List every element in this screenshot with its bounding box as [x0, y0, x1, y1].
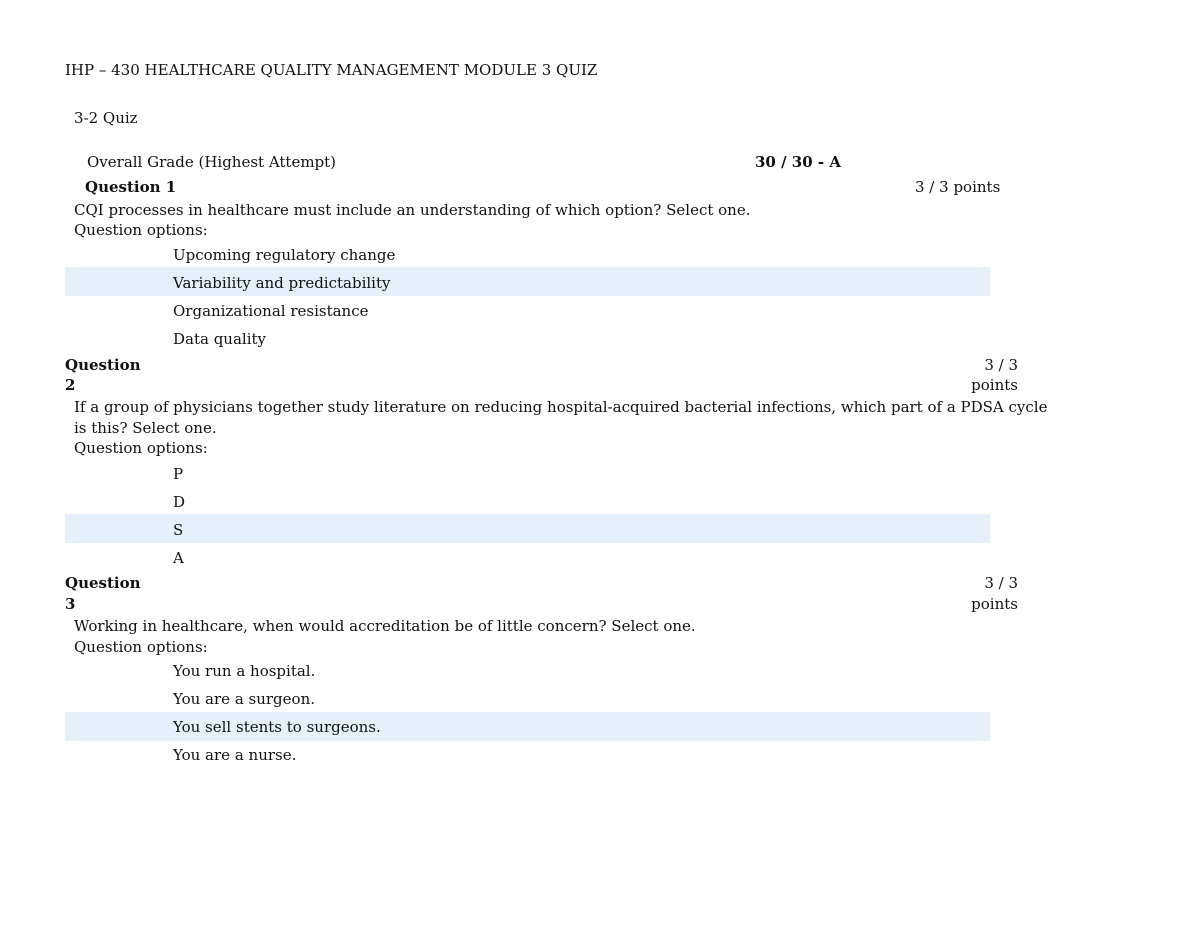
question-2-option-selected: S [173, 521, 184, 539]
question-1-option: Data quality [173, 330, 267, 348]
question-3-score-unit: points [971, 595, 1018, 613]
question-2-score-unit: points [971, 376, 1018, 394]
quiz-name: 3-2 Quiz [74, 109, 138, 127]
document-title: IHP – 430 HEALTHCARE QUALITY MANAGEMENT MODULE 3 QUIZ [65, 61, 598, 79]
question-2-label-number: 2 [65, 376, 76, 394]
question-2-text-line2: is this? Select one. [74, 419, 217, 437]
overall-grade-value: 30 / 30 - A [755, 153, 841, 171]
question-2-options-label: Question options: [74, 439, 208, 457]
question-1-options-label: Question options: [74, 221, 208, 239]
question-2-option: D [173, 493, 186, 511]
question-1-text: CQI processes in healthcare must include an understanding of which option? Select one. [74, 201, 751, 219]
question-3-label-number: 3 [65, 595, 76, 613]
question-2-score-value: 3 / 3 [984, 356, 1018, 374]
selected-answer-highlight [65, 514, 990, 543]
question-3-text: Working in healthcare, when would accreditation be of little concern? Select one. [74, 617, 696, 635]
question-3-option: You are a nurse. [173, 746, 297, 764]
question-3-option: You run a hospital. [173, 662, 316, 680]
question-3-option-selected: You sell stents to surgeons. [173, 718, 381, 736]
question-1-option-selected: Variability and predictability [173, 274, 391, 292]
question-2-option: P [173, 465, 184, 483]
question-3-options-label: Question options: [74, 638, 208, 656]
question-2-label-word: Question [65, 356, 141, 374]
question-2-option: A [173, 549, 184, 567]
question-1-option: Upcoming regulatory change [173, 246, 396, 264]
overall-grade-label: Overall Grade (Highest Attempt) [87, 153, 337, 171]
question-1-option: Organizational resistance [173, 302, 369, 320]
question-1-label: Question 1 [85, 178, 177, 196]
question-3-label-word: Question [65, 574, 141, 592]
question-3-option: You are a surgeon. [173, 690, 315, 708]
question-3-score-value: 3 / 3 [984, 574, 1018, 592]
question-1-score: 3 / 3 points [915, 178, 1001, 196]
question-2-text-line1: If a group of physicians together study literature on reducing hospital-acquired bacterial infections, which part of a PDSA cycle [74, 398, 1048, 416]
